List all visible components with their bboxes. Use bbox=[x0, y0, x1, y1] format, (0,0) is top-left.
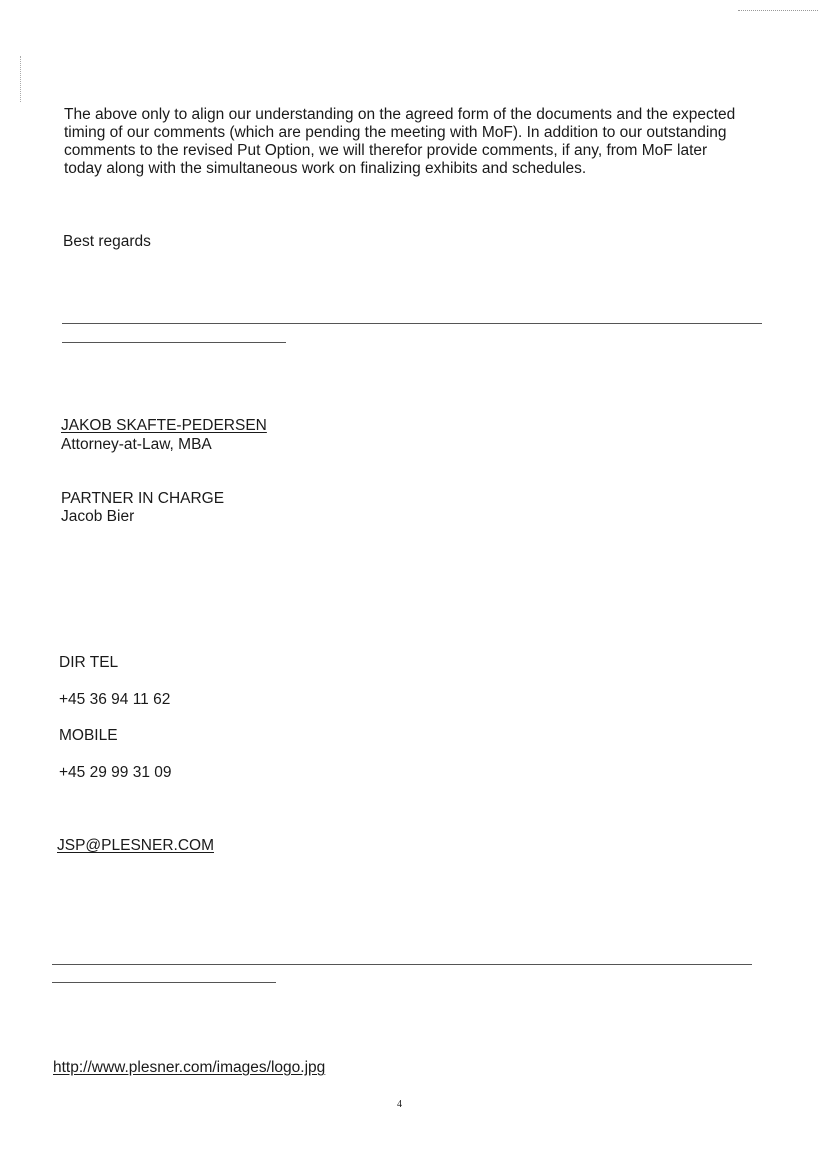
partner-name: Jacob Bier bbox=[61, 508, 135, 525]
mobile-label: MOBILE bbox=[59, 727, 118, 744]
dir-tel-label: DIR TEL bbox=[59, 654, 119, 671]
paragraph-line: comments to the revised Put Option, we will therefor provide comments, if any, from MoF later bbox=[64, 142, 708, 159]
paragraph-line: today along with the simultaneous work on finalizing exhibits and schedules. bbox=[64, 160, 587, 177]
email-link[interactable]: JSP@PLESNER.COM bbox=[57, 837, 214, 854]
page-number: 4 bbox=[397, 1099, 402, 1110]
body-paragraph bbox=[64, 106, 784, 178]
scan-artifact-top-right bbox=[738, 10, 818, 11]
separator-rule-long-lower bbox=[52, 964, 752, 965]
partner-label: PARTNER IN CHARGE bbox=[61, 490, 225, 507]
paragraph-line: The above only to align our understanding on the agreed form of the documents and the expected bbox=[64, 106, 736, 123]
dir-tel-number: +45 36 94 11 62 bbox=[59, 691, 171, 708]
separator-rule-long bbox=[62, 323, 762, 324]
scan-artifact-left-edge bbox=[20, 56, 21, 102]
signature-name[interactable]: JAKOB SKAFTE-PEDERSEN bbox=[61, 417, 267, 434]
logo-url-link[interactable]: http://www.plesner.com/images/logo.jpg bbox=[53, 1059, 326, 1076]
separator-rule-short bbox=[62, 342, 286, 343]
closing-text: Best regards bbox=[63, 233, 151, 250]
separator-rule-short-lower bbox=[52, 982, 276, 983]
mobile-number: +45 29 99 31 09 bbox=[59, 764, 172, 781]
signature-title: Attorney-at-Law, MBA bbox=[61, 436, 212, 453]
paragraph-line: timing of our comments (which are pending the meeting with MoF). In addition to our outstanding bbox=[64, 124, 727, 141]
